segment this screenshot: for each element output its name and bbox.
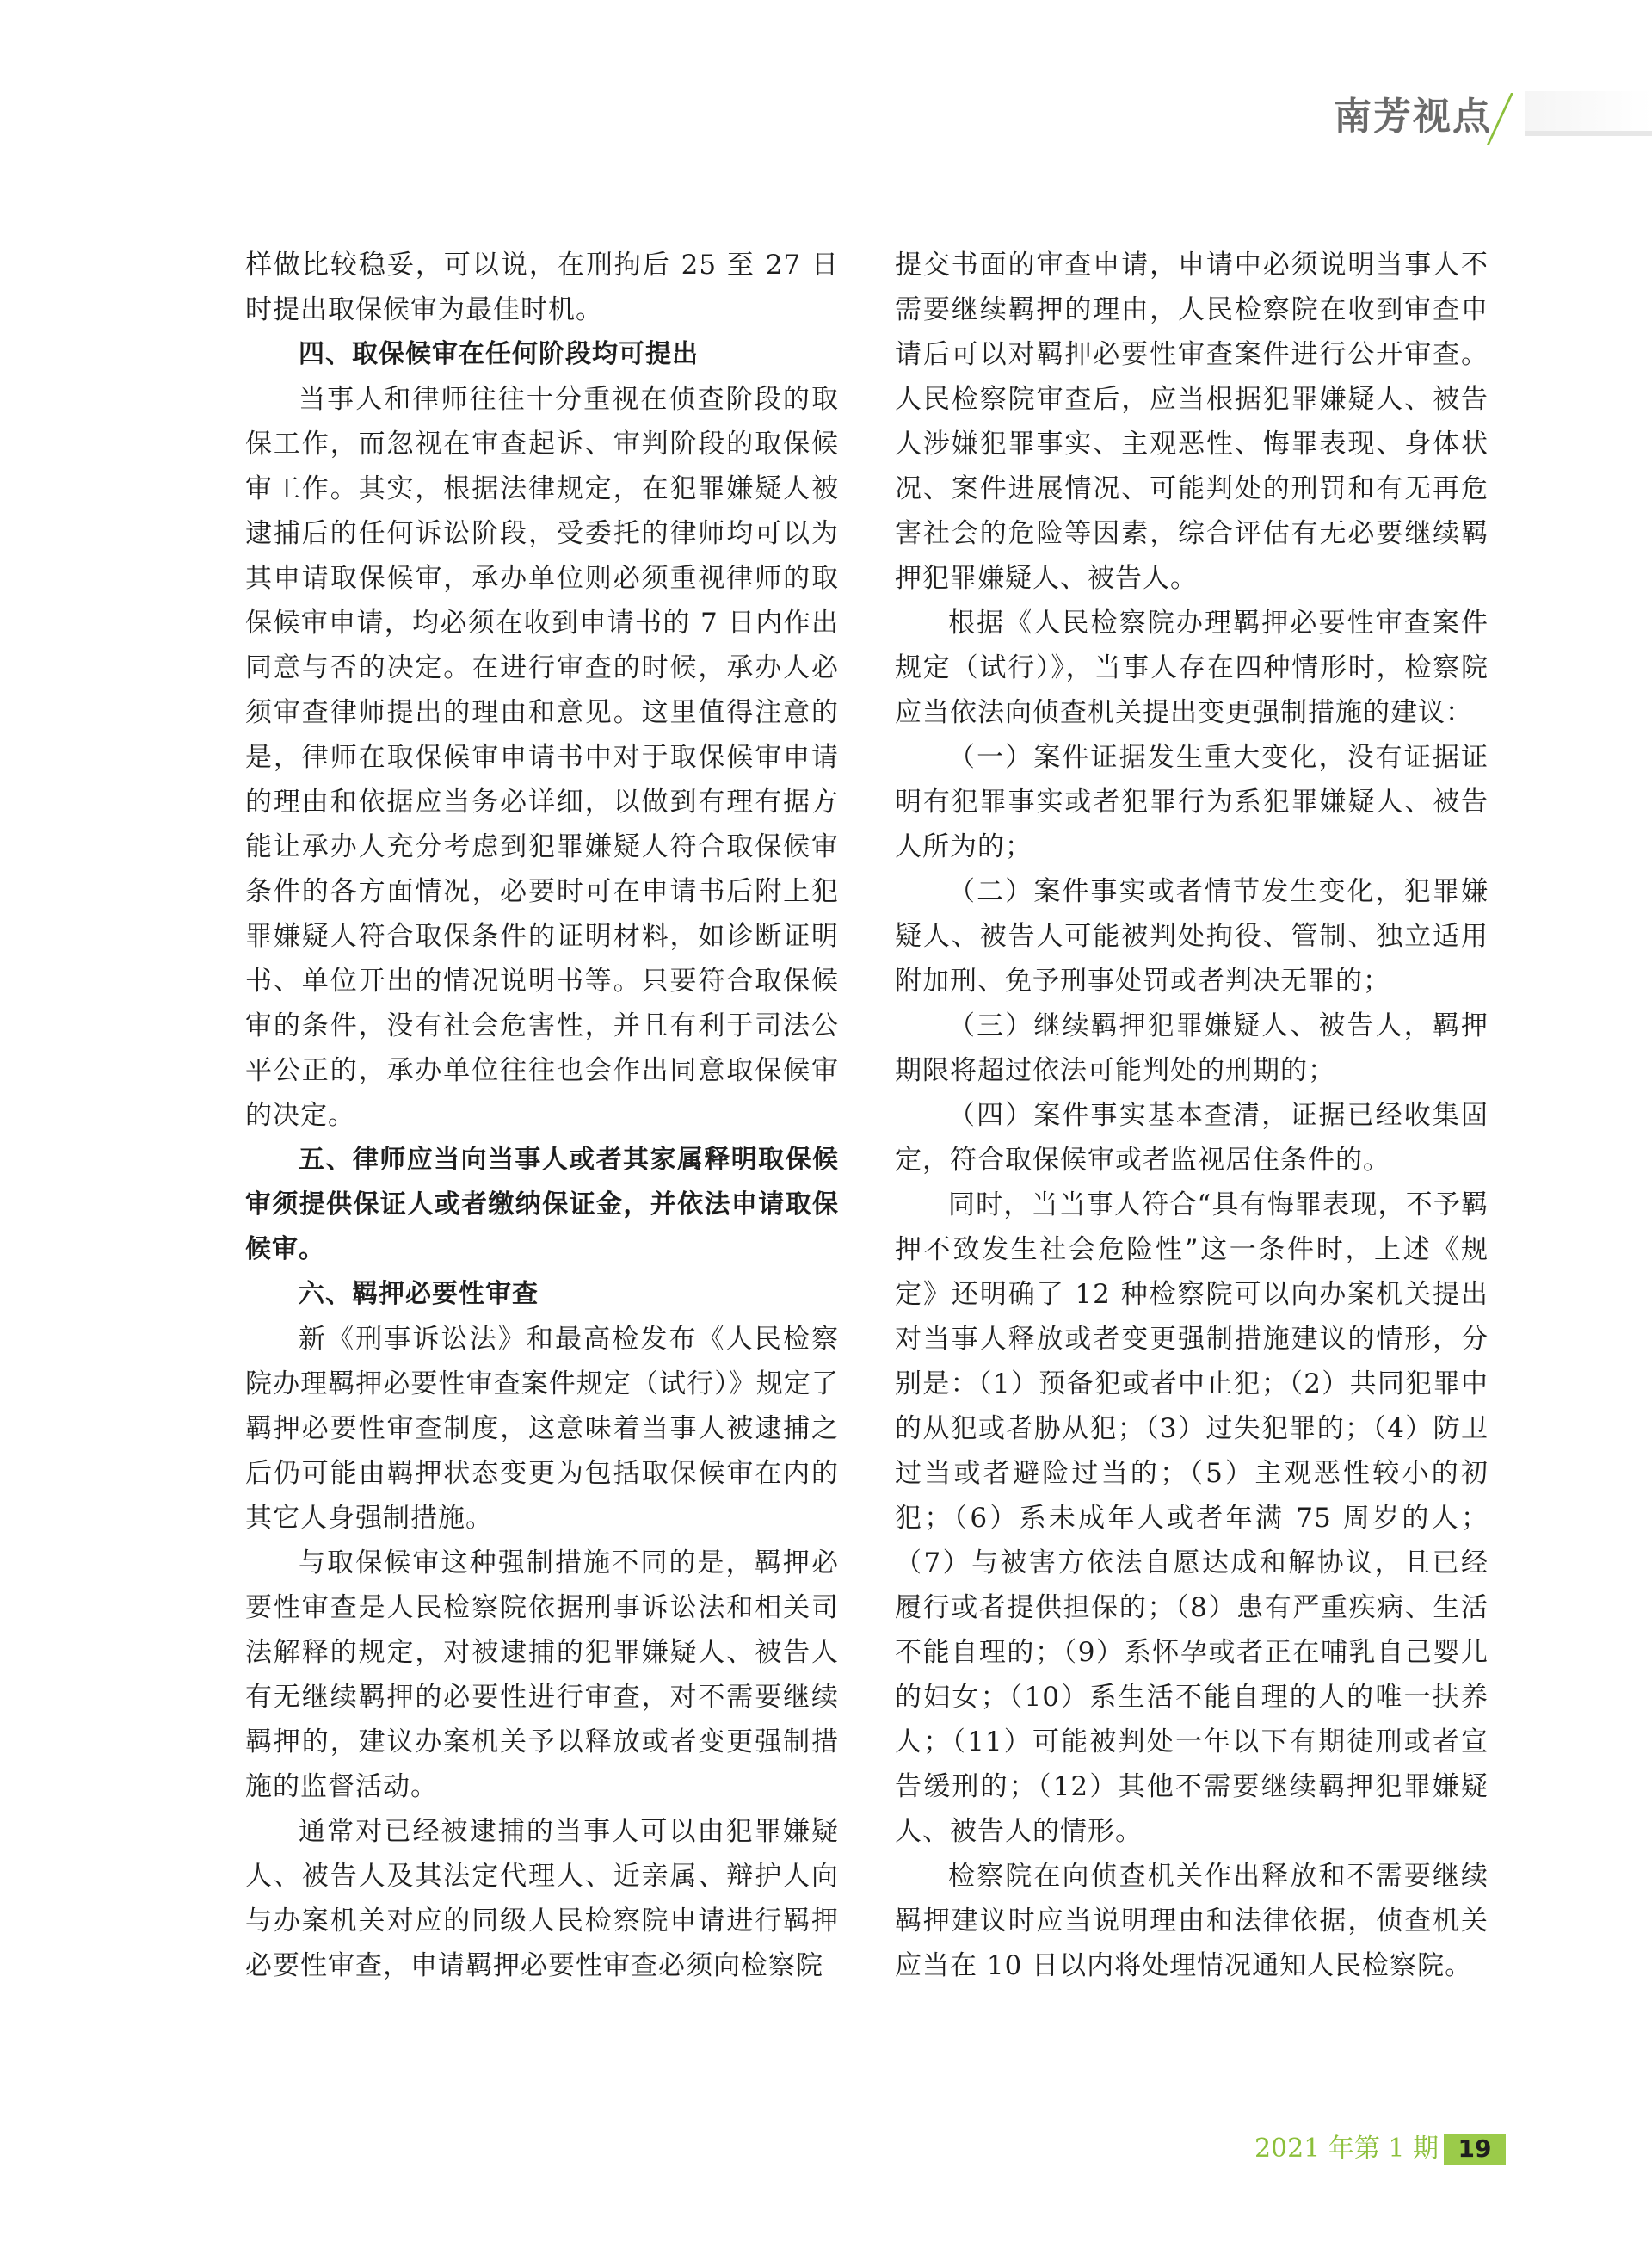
paragraph: 新《刑事诉讼法》和最高检发布《人民检察院办理羁押必要性审查案件规定（试行）》规定了羁押必要性审查制度，这意味着当事人被逮捕之后仍可能由羁押状态变更为包括取保候审在内的其它人身强制措施。 — [245, 1324, 839, 1534]
paragraph: 根据《人民检察院办理羁押必要性审查案件规定（试行）》，当事人存在四种情形时，检察院应当依法向侦查机关提出变更强制措施的建议： — [895, 608, 1489, 728]
list-item: （三）继续羁押犯罪嫌疑人、被告人，羁押期限将超过依法可能判处的刑期的； — [895, 1010, 1489, 1086]
paragraph: 通常对已经被逮捕的当事人可以由犯罪嫌疑人、被告人及其法定代理人、近亲属、辩护人向与办案机关对应的同级人民检察院申请进行羁押必要性审查，申请羁押必要性审查必须向检察院 — [245, 1816, 839, 1981]
section-heading-4: 四、取保候审在任何阶段均可提出 — [299, 339, 699, 369]
page-footer — [1248, 2130, 1506, 2168]
paragraph: 样做比较稳妥，可以说，在刑拘后 25 至 27 日时提出取保候审为最佳时机。 — [245, 250, 839, 325]
section-heading-5: 五、律师应当向当事人或者其家属释明取保候审须提供保证人或者缴纳保证金，并依法申请取保候审。 — [245, 1145, 839, 1264]
paragraph: 当事人和律师往往十分重视在侦查阶段的取保工作，而忽视在审查起诉、审判阶段的取保候审工作。其实，根据法律规定，在犯罪嫌疑人被逮捕后的任何诉讼阶段，受委托的律师均可以为其申请取保候审，承办单位则必须重视律师的取保候审申请，均必须在收到申请书的 7 日内作出同意与否的决定。在进行审查的时候，承办人必须审查律师提出的理由和意见。这里值得注意的是，律师在取保候审申请书中对于取保候审申请的理由和依据应当务必详细，以做到有理有据方能让承办人充分考虑到犯罪嫌疑人符合取保候审条件的各方面情况，必要时可在申请书后附上犯罪嫌疑人符合取保条件的证明材料，如诊断证明书、单位开出的情况说明书等。只要符合取保候审的条件，没有社会危害性，并且有利于司法公平公正的，承办单位往往也会作出同意取保候审的决定。 — [245, 384, 839, 1131]
list-item: （二）案件事实或者情节发生变化，犯罪嫌疑人、被告人可能被判处拘役、管制、独立适用附加刑、免予刑事处罚或者判决无罪的； — [895, 876, 1489, 997]
left-column — [245, 243, 839, 1988]
list-item: （一）案件证据发生重大变化，没有证据证明有犯罪事实或者犯罪行为系犯罪嫌疑人、被告人所为的； — [895, 742, 1489, 862]
page-number: 19 — [1444, 2134, 1506, 2165]
paragraph: 同时，当当事人符合“具有悔罪表现，不予羁押不致发生社会危险性”这一条件时，上述《规定》还明确了 12 种检察院可以向办案机关提出对当事人释放或者变更强制措施建议的情形，分别是：（1）预备犯或者中止犯；（2）共同犯罪中的从犯或者胁从犯；（3）过失犯罪的；（4）防卫过当或者避险过当的；（5）主观恶性较小的初犯；（6）系未成年人或者年满 75 周岁的人；（7）与被害方依法自愿达成和解协议，且已经履行或者提供担保的；（8）患有严重疾病、生活不能自理的；（9）系怀孕或者正在哺乳自己婴儿的妇女；（10）系生活不能自理的人的唯一扶养人；（11）可能被判处一年以下有期徒刑或者宣告缓刑的；（12）其他不需要继续羁押犯罪嫌疑人、被告人的情形。 — [895, 1189, 1489, 1847]
section-title: 南芳视点 — [1334, 95, 1492, 139]
header-bar-decoration — [1525, 131, 1652, 136]
issue-label: 2021 年第 1 期 — [1254, 2134, 1439, 2164]
section-header — [1299, 96, 1652, 138]
right-column — [895, 243, 1489, 1988]
paragraph: 与取保候审这种强制措施不同的是，羁押必要性审查是人民检察院依据刑事诉讼法和相关司法解释的规定，对被逮捕的犯罪嫌疑人、被告人有无继续羁押的必要性进行审查，对不需要继续羁押的，建议办案机关予以释放或者变更强制措施的监督活动。 — [245, 1547, 839, 1802]
list-item: （四）案件事实基本查清，证据已经收集固定，符合取保候审或者监视居住条件的。 — [895, 1100, 1489, 1176]
paragraph: 提交书面的审查申请，申请中必须说明当事人不需要继续羁押的理由，人民检察院在收到审查申请后可以对羁押必要性审查案件进行公开审查。人民检察院审查后，应当根据犯罪嫌疑人、被告人涉嫌犯罪事实、主观恶性、悔罪表现、身体状况、案件进展情况、可能判处的刑罚和有无再危害社会的危险等因素，综合评估有无必要继续羁押犯罪嫌疑人、被告人。 — [895, 250, 1489, 594]
section-heading-6: 六、羁押必要性审查 — [299, 1279, 539, 1309]
paragraph: 检察院在向侦查机关作出释放和不需要继续羁押建议时应当说明理由和法律依据，侦查机关应当在 10 日以内将处理情况通知人民检察院。 — [895, 1861, 1489, 1981]
header-fade-decoration — [1525, 91, 1652, 131]
